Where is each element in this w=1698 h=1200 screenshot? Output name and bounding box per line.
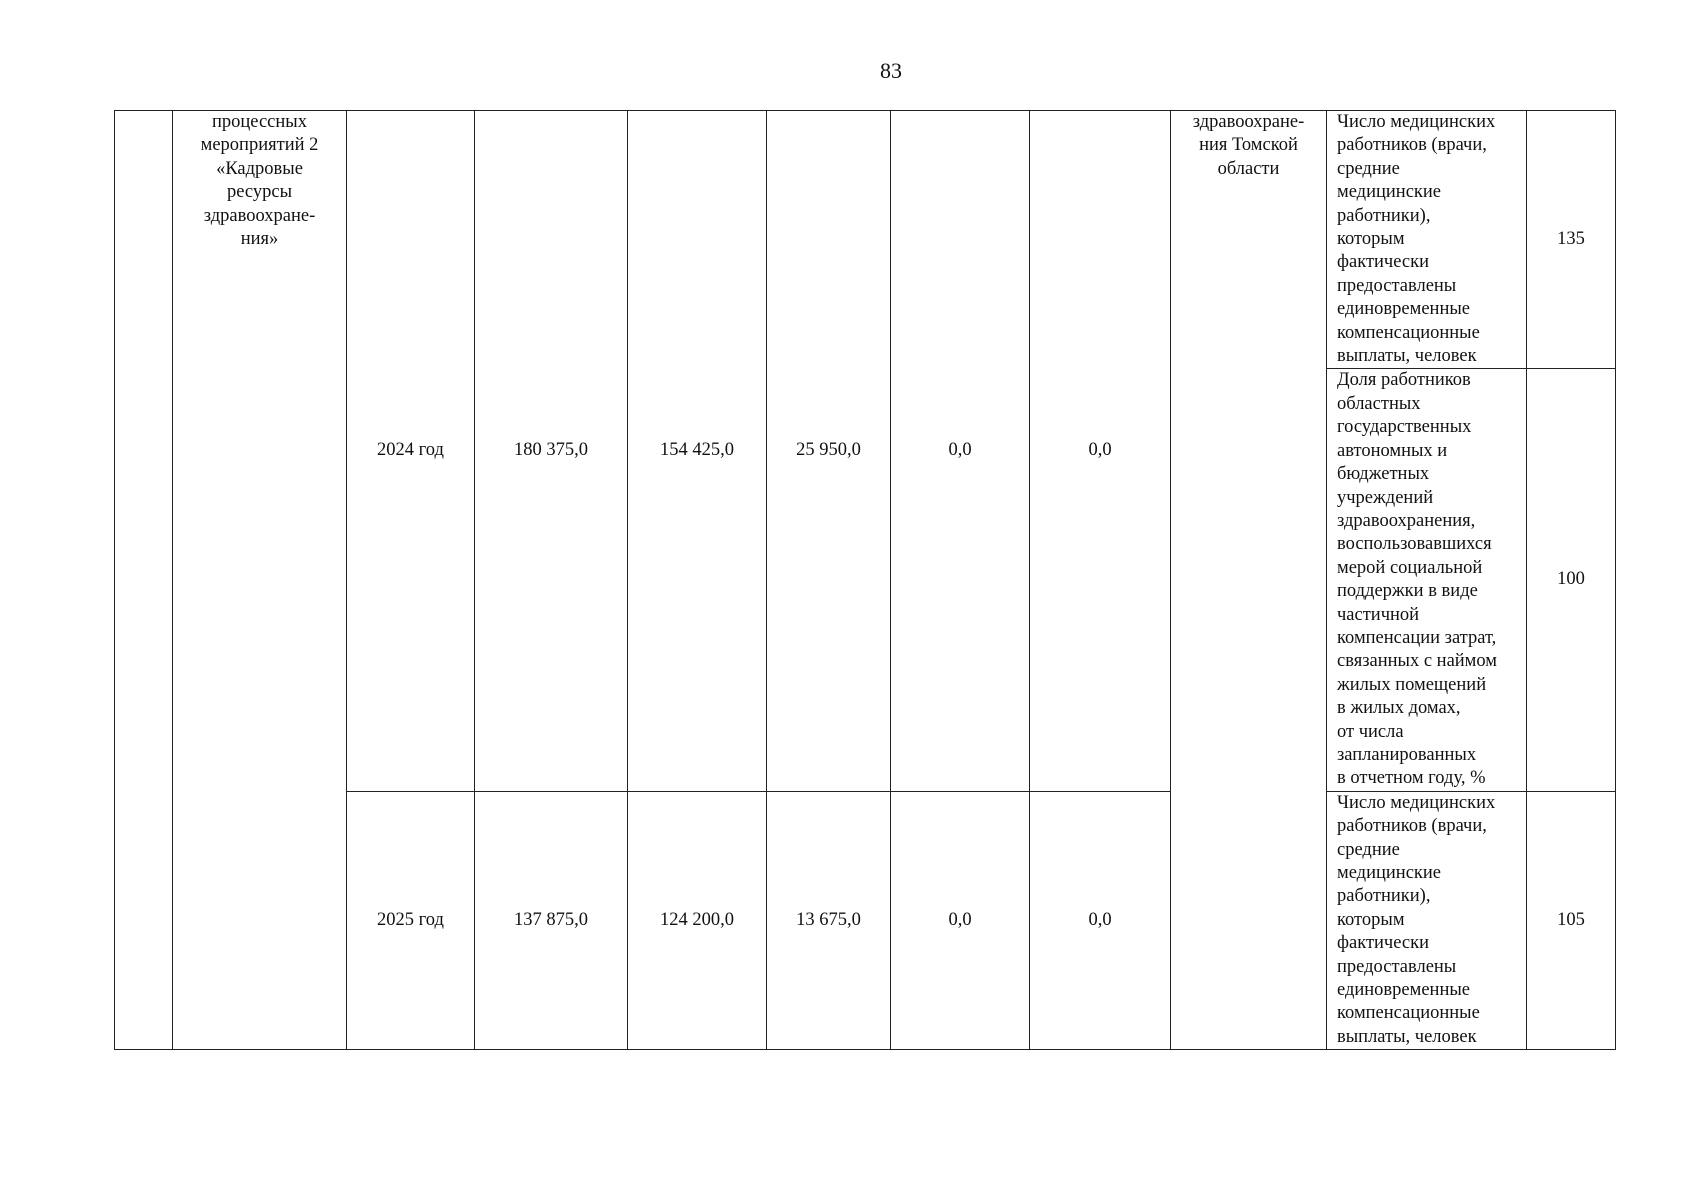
- indicator-text: Доля работников областных государственных автономных и бюджетных учреждений здравоохранения, воспользовавшихся мерой социальной поддержки в виде частичной компенсации затрат, связанных с наймом жилых помещений в жилых домах, от числа запланированных в отчетном году, %: [1337, 370, 1497, 789]
- indicator-cell: [1327, 369, 1527, 791]
- funding-cell: 124 200,0: [628, 791, 767, 1049]
- indicator-text: Число медицинских работников (врачи, средние медицинские работники), которым фактически предоставлены единовременные компенсационные выплаты, человек: [1337, 112, 1496, 367]
- page-number: 83: [880, 58, 902, 83]
- funding-cell: 154 425,0: [628, 111, 767, 792]
- table-row: [115, 111, 1616, 369]
- funding-cell: 0,0: [1030, 791, 1171, 1049]
- year-cell: 2024 год: [347, 111, 475, 792]
- financing-table: [114, 110, 1616, 1050]
- indicator-text: Число медицинских работников (врачи, средние медицинские работники), которым фактически предоставлены единовременные компенсационные выплаты, человек: [1337, 792, 1496, 1047]
- funding-cell: 13 675,0: [767, 791, 891, 1049]
- indicator-value: 105: [1527, 791, 1616, 1049]
- indicator-value: 100: [1527, 369, 1616, 791]
- executor-cell: [1171, 111, 1327, 1050]
- year-cell: 2025 год: [347, 791, 475, 1049]
- program-name-cell: [173, 111, 347, 1050]
- program-name: процессных мероприятий 2 «Кадровые ресурсы здравоохране- ния»: [200, 112, 319, 250]
- total-cell: 137 875,0: [475, 791, 628, 1049]
- index-cell: [115, 111, 173, 1050]
- indicator-cell: [1327, 111, 1527, 369]
- indicator-cell: [1327, 791, 1527, 1049]
- funding-cell: 0,0: [891, 111, 1030, 792]
- funding-cell: 0,0: [1030, 111, 1171, 792]
- indicator-value: 135: [1527, 111, 1616, 369]
- funding-cell: 25 950,0: [767, 111, 891, 792]
- executor-name: здравоохране- ния Томской области: [1192, 112, 1305, 179]
- total-cell: 180 375,0: [475, 111, 628, 792]
- funding-cell: 0,0: [891, 791, 1030, 1049]
